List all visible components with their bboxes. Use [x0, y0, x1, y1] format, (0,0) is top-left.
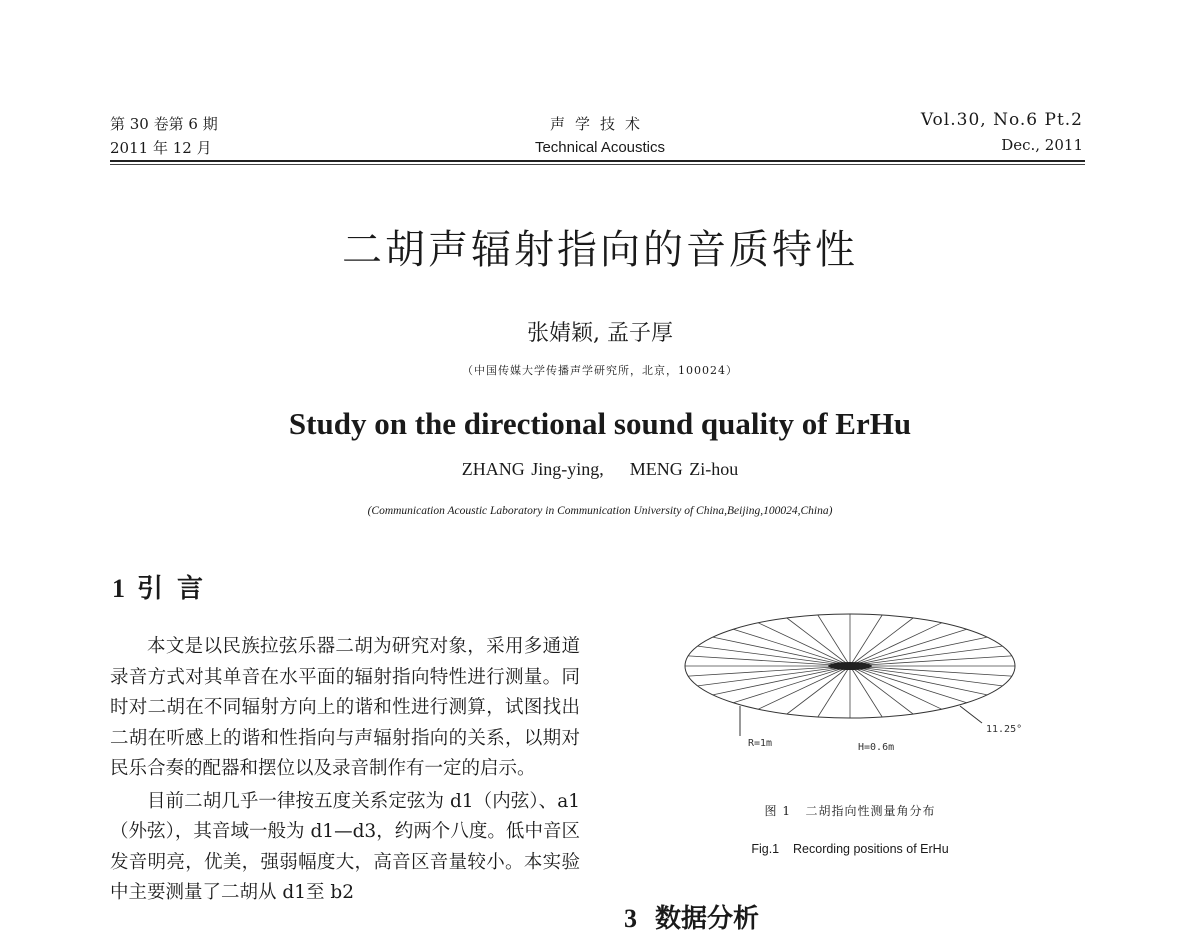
journal-name-en: Technical Acoustics [534, 139, 666, 156]
date-en: Dec., 2011 [1001, 136, 1083, 154]
section-number: 3 [624, 904, 637, 933]
spoke-line [850, 666, 967, 703]
affiliation-en: (Communication Acoustic Laboratory in Communication University of China,Beijing,100024,China) [367, 505, 833, 517]
authors-cn: 张婧颖, 孟子厚 [527, 321, 673, 346]
header-rule-thin [110, 164, 1085, 165]
header-rule [110, 160, 1085, 162]
authors-en: ZHANG Jing-ying, MENG Zi-hou [461, 459, 739, 479]
figure-caption-en: Fig.1 Recording positions of ErHu [751, 842, 949, 856]
section-number: 1 [112, 574, 125, 603]
spoke-line [850, 629, 967, 666]
journal-name-cn: 声学技术 [549, 115, 650, 133]
article-title-cn: 二胡声辐射指向的音质特性 [342, 227, 858, 273]
affiliation-cn: （中国传媒大学传播声学研究所，北京，100024） [462, 364, 738, 377]
article-title-en: Study on the directional sound quality of ErHu [288, 406, 912, 441]
height-label: H=0.6m [858, 742, 895, 753]
date-cn: 2011 年 12 月 [110, 139, 212, 157]
radius-label: R=1m [748, 738, 773, 749]
volume-issue-cn: 第 30 卷第 6 期 [110, 115, 218, 133]
figure-caption-cn: 图 1 二胡指向性测量角分布 [764, 804, 936, 818]
section-1-body [110, 632, 580, 911]
volume-issue-en: Vol.30, No.6 Pt.2 [920, 110, 1083, 130]
section-title: 数据分析 [655, 904, 760, 934]
angle-label: 11.25° [986, 724, 1023, 735]
spoke-line [733, 666, 850, 703]
header-right [921, 108, 1083, 158]
erhu-center [828, 662, 872, 670]
section-1-heading [112, 568, 217, 605]
spoke-line [733, 629, 850, 666]
paragraph: 目前二胡几乎一律按五度关系定弦为 d1（内弦）、a1（外弦），其音域一般为 d1—d3，约两个八度。低中音区发音明亮，优美，强弱幅度大，高音区音量较小。本实验中主要测量了二胡从 d1至 b2 [110, 790, 580, 903]
section-3-heading [624, 898, 759, 935]
angle-leader [960, 706, 982, 723]
section-title: 引言 [137, 574, 218, 604]
paragraph: 本文是以民族拉弦乐器二胡为研究对象，采用多通道录音方式对其单音在水平面的辐射指向特性进行测量。同时对二胡在不同辐射方向上的谐和性进行测算，试图找出二胡在听感上的谐和性指向与声辐射指向的关系，以期对民乐合奏的配器和摆位以及录音制作有一定的启示。 [110, 636, 580, 779]
figure-1-diagram [660, 596, 1040, 776]
